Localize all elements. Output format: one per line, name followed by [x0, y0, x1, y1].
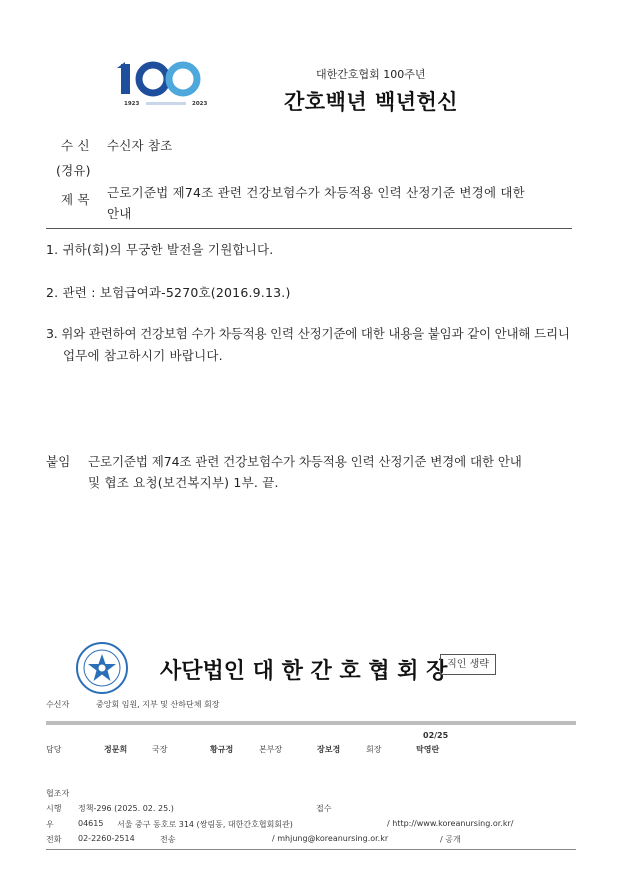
- anniversary-caption: 대한간호협회 100주년: [316, 68, 426, 81]
- subject-line-2: 안내: [107, 206, 132, 221]
- recipient-label: 수 신: [61, 138, 90, 153]
- logo-year-start: 1923: [124, 101, 140, 107]
- recipients-label: 수신자: [46, 700, 70, 709]
- body-item-3-line-2: 업무에 참고하시기 바랍니다.: [63, 348, 223, 363]
- approval-name-4: 탁영란: [416, 745, 440, 754]
- logo-caption-bar: [146, 102, 186, 105]
- body-item-3-line-1: 3. 위와 관련하여 건강보험 수가 차등적용 인력 산정기준에 대한 내용을 붙임과 같이 안내해 드리니: [46, 326, 570, 341]
- email-link[interactable]: / mhjung@koreanursing.or.kr: [272, 834, 389, 843]
- seal-omitted-box: [440, 654, 496, 675]
- association-emblem: [75, 641, 129, 695]
- approval-role-3: 본부장: [259, 745, 283, 754]
- cooperator-label: 협조자: [46, 789, 70, 798]
- attachment-line-2: 및 협조 요청(보건복지부) 1부. 끝.: [88, 475, 279, 490]
- seal-omitted-text: 직인 생략: [447, 659, 489, 670]
- body-item-1: 1. 귀하(회)의 무궁한 발전을 기원합니다.: [46, 242, 274, 257]
- slogan: 간호백년 백년헌신: [284, 90, 459, 114]
- approval-role-4: 회장: [366, 745, 382, 754]
- fax-label: 전송: [160, 835, 176, 844]
- attachment-label: 붙임: [46, 454, 71, 469]
- disclosure-status: / 공개: [440, 835, 461, 844]
- approval-name-3: 장보경: [317, 745, 341, 754]
- website-link[interactable]: / http://www.koreanursing.or.kr/: [387, 819, 514, 828]
- approval-date: 02/25: [423, 731, 449, 740]
- footer-divider-thick: [46, 721, 576, 725]
- post-label: 우: [46, 820, 54, 829]
- approval-role-1: 담당: [46, 745, 62, 754]
- enforce-value: 정책-296 (2025. 02. 25.): [78, 804, 174, 813]
- approval-name-1: 정문희: [104, 745, 128, 754]
- phone-label: 전화: [46, 835, 62, 844]
- header-divider: [46, 228, 572, 229]
- logo-year-end: 2023: [192, 101, 208, 107]
- approval-name-2: 황규정: [210, 745, 234, 754]
- body-item-2: 2. 관련 : 보험급여과-5270호(2016.9.13.): [46, 285, 291, 300]
- nursing-association-emblem-icon: [75, 641, 129, 695]
- subject-line-1: 근로기준법 제74조 관련 건강보험수가 차등적용 인력 산정기준 변경에 대한: [107, 185, 525, 200]
- footer-bottom-rule: [46, 849, 576, 850]
- issuer-name: 사단법인 대 한 간 호 협 회 장: [160, 659, 448, 684]
- address: 서울 중구 동호로 314 (쌍림동, 대한간호협회회관): [117, 820, 293, 829]
- post-code: 04615: [78, 819, 104, 828]
- enforce-label: 시행: [46, 804, 62, 813]
- subject-label: 제 목: [61, 192, 90, 207]
- phone-number: 02-2260-2514: [78, 834, 135, 843]
- recipients-value: 중앙회 임원, 지부 및 산하단체 회장: [96, 700, 220, 709]
- via-label: (경유): [56, 163, 91, 178]
- receipt-label: 접수: [316, 804, 332, 813]
- recipient-value: 수신자 참조: [107, 138, 173, 153]
- approval-role-2: 국장: [152, 745, 168, 754]
- attachment-line-1: 근로기준법 제74조 관련 건강보험수가 차등적용 인력 산정기준 변경에 대한 안내: [88, 454, 522, 469]
